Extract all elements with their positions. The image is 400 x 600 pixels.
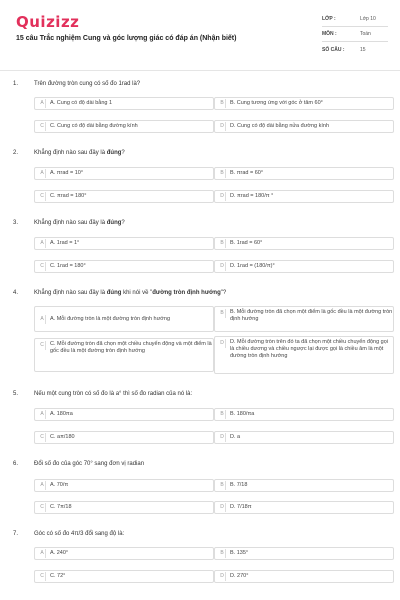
option-letter: A: [39, 549, 46, 558]
option-text: D. 1rad = (180/π)°: [230, 263, 275, 269]
option-c[interactable]: [34, 260, 214, 273]
question-text: Đổi số đo của góc 70° sang đơn vị radian: [34, 461, 145, 467]
option-text: B. 1rad = 60°: [230, 240, 263, 246]
option-text: B. Mỗi đường tròn đã chọn một điểm là gốc đều là một đường tròn định hướng: [230, 309, 393, 322]
option-letter: D: [219, 503, 226, 512]
option-a[interactable]: [34, 97, 214, 110]
option-text: B. 7/18: [230, 482, 248, 488]
question-text-pre: Khẳng định nào sau đây là: [34, 220, 107, 226]
option-letter: A: [39, 169, 46, 178]
option-letter: A: [39, 315, 46, 324]
option-letter: B: [219, 549, 226, 558]
question-number: 3.: [13, 220, 19, 226]
question-text-bold: đúng: [106, 220, 122, 226]
document-header: [0, 0, 400, 70]
option-a[interactable]: [34, 408, 214, 421]
question-text: [34, 220, 374, 226]
option-c[interactable]: [34, 338, 214, 372]
option-text: D. 7/18π: [230, 504, 252, 510]
question-text-bold: đúng: [106, 150, 122, 156]
meta-label: SỐ CÂU :: [322, 46, 345, 53]
question-text-bold-2: đường tròn định hướng: [152, 290, 221, 296]
question-text-post: ?: [121, 220, 125, 226]
meta-value: 15: [360, 46, 366, 53]
meta-value: Toán: [360, 31, 371, 37]
option-d[interactable]: [214, 120, 394, 133]
option-letter: D: [219, 339, 226, 348]
question-number: 1.: [13, 81, 19, 87]
option-text: D. a: [230, 434, 241, 440]
question-text: [34, 150, 374, 156]
option-text: B. πrad = 60°: [230, 170, 264, 176]
meta-value: Lớp 10: [360, 16, 376, 22]
option-d[interactable]: [214, 431, 394, 444]
divider: [0, 70, 400, 71]
option-text: A. Cung có độ dài bằng 1: [50, 100, 113, 106]
option-letter: C: [39, 192, 46, 201]
option-text: B. 135°: [230, 550, 249, 556]
option-letter: A: [39, 99, 46, 108]
option-letter: D: [219, 262, 226, 271]
meta-label: LỚP :: [322, 16, 336, 22]
question-number: 4.: [13, 290, 19, 296]
option-d[interactable]: [214, 260, 394, 273]
option-letter: D: [219, 433, 226, 442]
question-text-mid: khi nói về ": [121, 290, 153, 296]
option-b[interactable]: [214, 306, 394, 332]
option-text: C. Mỗi đường tròn đã chọn một chiều chuyển động và một điểm là gốc đều là một đường tròn định hướng: [50, 341, 212, 354]
option-a[interactable]: [34, 479, 214, 492]
option-text: A. 70/π: [50, 482, 69, 488]
option-letter: A: [39, 481, 46, 490]
option-d[interactable]: [214, 570, 394, 583]
question-text-bold: đúng: [106, 290, 122, 296]
option-letter: A: [39, 410, 46, 419]
option-a[interactable]: [34, 237, 214, 250]
option-letter: C: [39, 433, 46, 442]
question-text-pre: Khẳng định nào sau đây là: [34, 290, 107, 296]
option-a[interactable]: [34, 306, 214, 332]
option-letter: C: [39, 572, 46, 581]
option-d[interactable]: [214, 190, 394, 203]
option-text: A. 240°: [50, 550, 69, 556]
option-b[interactable]: [214, 97, 394, 110]
option-letter: B: [219, 239, 226, 248]
meta-row-count: [322, 42, 388, 57]
meta-label: MÔN :: [322, 31, 337, 37]
option-text: A. 180πa: [50, 411, 73, 417]
option-text: C. 72°: [50, 573, 66, 579]
question-text-post: ?: [121, 150, 125, 156]
option-text: D. πrad = 180/π °: [230, 193, 274, 199]
option-text: A. πrad = 10°: [50, 170, 84, 176]
option-letter: C: [39, 503, 46, 512]
option-b[interactable]: [214, 167, 394, 180]
option-text: C. 1rad = 180°: [50, 263, 86, 269]
brand-logo: Quizizz: [16, 13, 80, 31]
question-text-pre: Khẳng định nào sau đây là: [34, 150, 107, 156]
option-text: D. Mỗi đường tròn trên đó ta đã chọn một chiều chuyển động gọi là chiều dương và chiều ngược lại được gọi là chiều âm là một đường tròn định hướng: [230, 339, 389, 359]
option-text: C. Cung có độ dài bằng đường kính: [50, 123, 138, 129]
option-letter: C: [39, 341, 46, 350]
option-a[interactable]: [34, 167, 214, 180]
option-c[interactable]: [34, 120, 214, 133]
option-text: D. 270°: [230, 573, 249, 579]
question-text: Nếu một cung tròn có số đo là a° thì số đo radian của nó là:: [34, 391, 193, 397]
question-text-post: "?: [220, 290, 227, 296]
option-c[interactable]: [34, 431, 214, 444]
option-b[interactable]: [214, 408, 394, 421]
meta-row-grade: [322, 12, 388, 27]
question-text: Góc có số đo 4π/3 đổi sang độ là:: [34, 531, 125, 537]
option-text: C. πrad = 180°: [50, 193, 87, 199]
option-letter: B: [219, 410, 226, 419]
meta-row-subject: [322, 27, 388, 42]
option-b[interactable]: [214, 547, 394, 560]
option-letter: B: [219, 481, 226, 490]
option-b[interactable]: [214, 479, 394, 492]
option-letter: C: [39, 122, 46, 131]
option-text: C. aπ/180: [50, 434, 75, 440]
page-title: 15 câu Trắc nghiệm Cung và góc lượng giác có đáp án (Nhận biết): [16, 35, 237, 42]
question-number: 5.: [13, 391, 19, 397]
question-text: Trên đường tròn cung có số đo 1rad là?: [34, 81, 141, 87]
option-c[interactable]: [34, 570, 214, 583]
question-number: 7.: [13, 531, 19, 537]
option-d[interactable]: [214, 336, 394, 374]
option-letter: D: [219, 122, 226, 131]
option-d[interactable]: [214, 501, 394, 514]
option-letter: A: [39, 239, 46, 248]
question-number: 6.: [13, 461, 19, 467]
option-letter: B: [219, 99, 226, 108]
option-c[interactable]: [34, 190, 214, 203]
option-letter: D: [219, 192, 226, 201]
option-text: A. Mỗi đường tròn là một đường tròn định hướng: [50, 315, 171, 322]
option-letter: B: [219, 309, 226, 318]
question-text: [34, 290, 374, 296]
option-letter: B: [219, 169, 226, 178]
option-text: D. Cung có độ dài bằng nửa đường kính: [230, 123, 330, 129]
option-a[interactable]: [34, 547, 214, 560]
option-letter: C: [39, 262, 46, 271]
option-text: B. Cung tương ứng với góc ở tâm 60°: [230, 100, 323, 106]
option-b[interactable]: [214, 237, 394, 250]
question-number: 2.: [13, 150, 19, 156]
option-text: C. 7π/18: [50, 504, 72, 510]
metadata-table: [322, 12, 388, 57]
option-c[interactable]: [34, 501, 214, 514]
option-text: A. 1rad = 1°: [50, 240, 80, 246]
option-text: B. 180/πa: [230, 411, 255, 417]
option-letter: D: [219, 572, 226, 581]
